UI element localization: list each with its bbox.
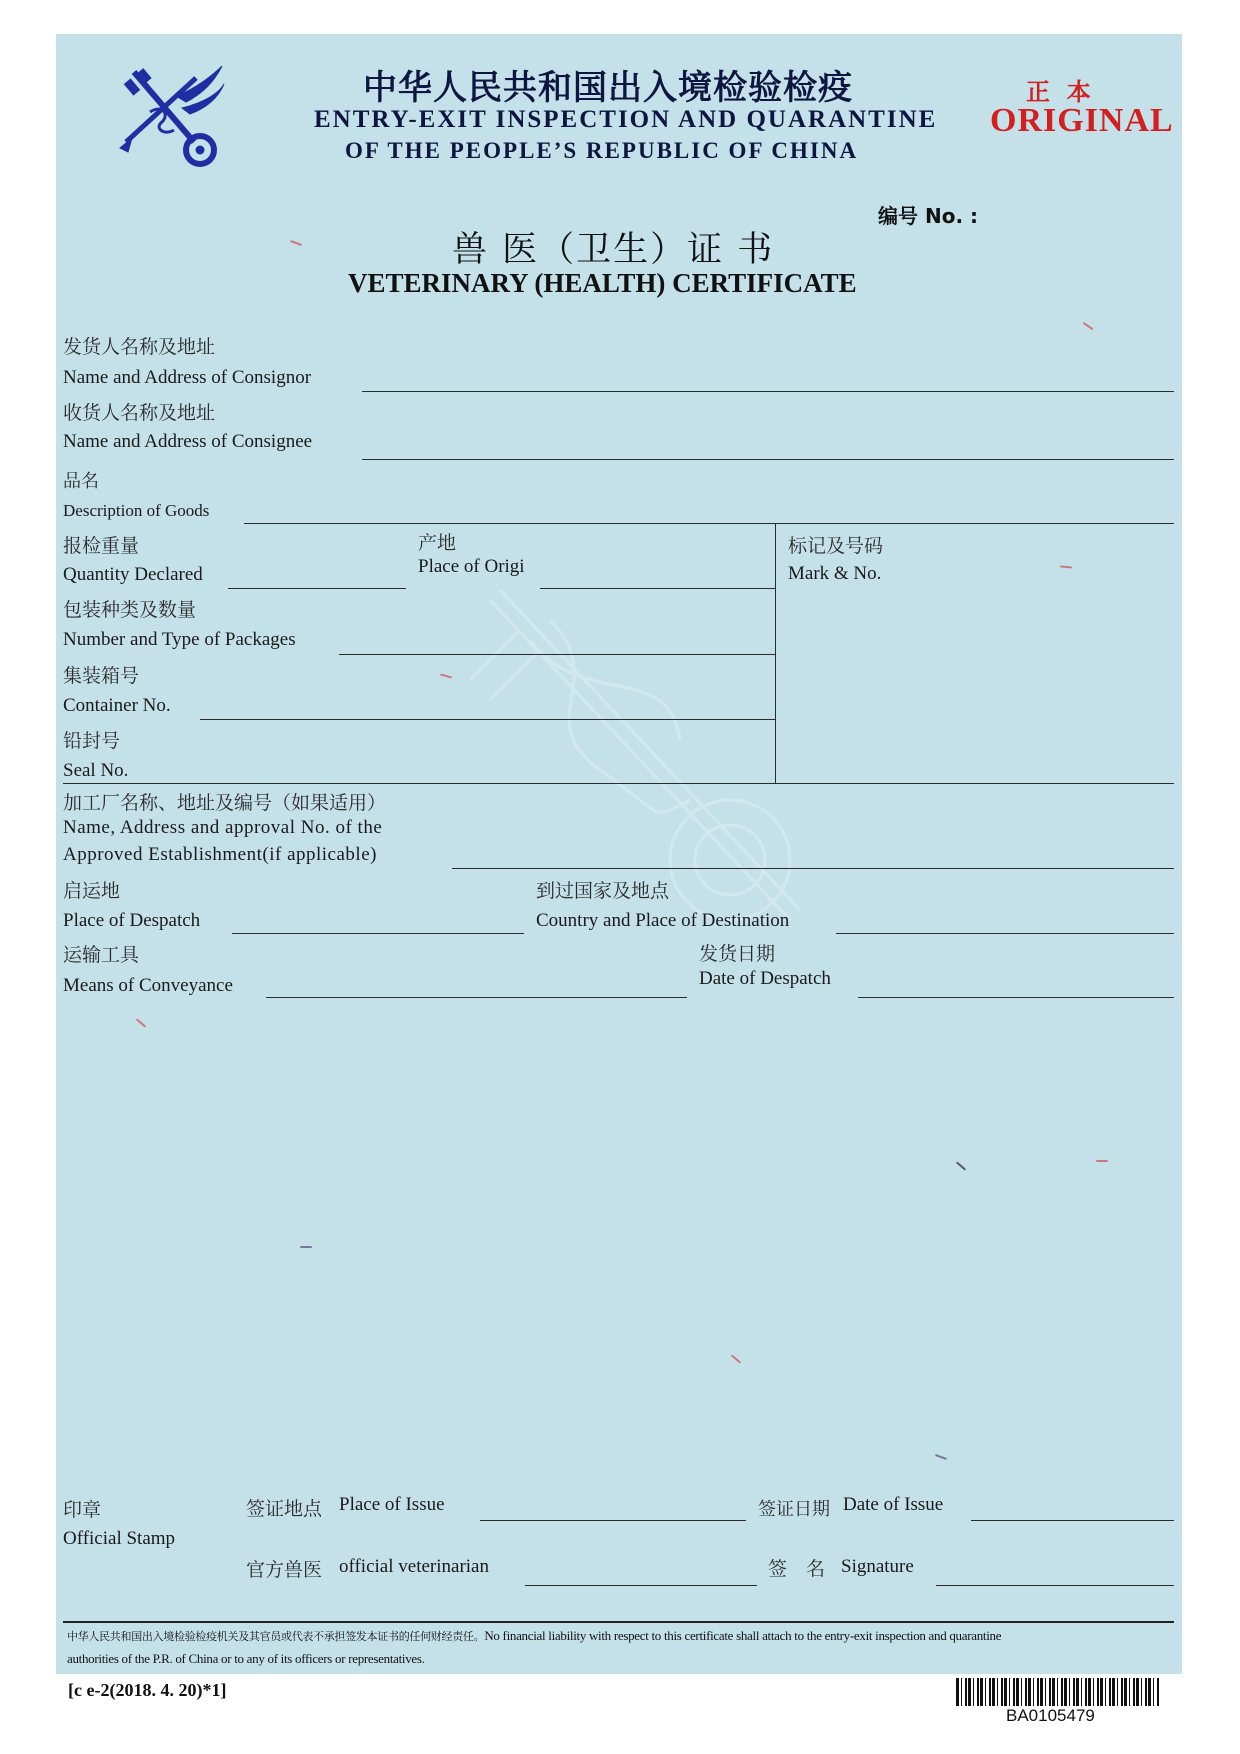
- disclaimer-cn: 中华人民共和国出入境检验检疫机关及其官员或代表不承担签发本证书的任何财经责任。: [67, 1630, 485, 1643]
- original-stamp-en: ORIGINAL: [990, 102, 1174, 139]
- disclaimer-rule: [63, 1621, 1174, 1623]
- conveyance-label-en: Means of Conveyance: [63, 975, 233, 996]
- conveyance-field[interactable]: [266, 997, 687, 998]
- establishment-label-en-line2: Approved Establishment(if applicable): [63, 844, 377, 865]
- agency-name-en-line1: ENTRY-EXIT INSPECTION AND QUARANTINE: [314, 106, 938, 133]
- origin-label-cn: 产地: [418, 532, 457, 554]
- issue-place-label-en: Place of Issue: [339, 1494, 445, 1515]
- consignee-label-cn: 收货人名称及地址: [63, 402, 216, 424]
- issue-place-field[interactable]: [480, 1520, 746, 1521]
- certificate-number-label: 编号 No. :: [878, 204, 978, 228]
- despatch-date-label-en: Date of Despatch: [699, 968, 831, 989]
- origin-field[interactable]: [540, 588, 775, 589]
- veterinarian-field[interactable]: [525, 1585, 757, 1586]
- certificate-title-cn: 兽 医（卫生）证 书: [452, 230, 775, 270]
- consignor-field[interactable]: [362, 391, 1174, 392]
- quantity-field[interactable]: [228, 588, 406, 589]
- disclaimer-line1: [67, 1628, 1001, 1644]
- container-label-cn: 集装箱号: [63, 665, 140, 687]
- despatch-place-label-en: Place of Despatch: [63, 910, 201, 931]
- seal-label-cn: 铅封号: [63, 730, 121, 752]
- goods-label-cn: 品名: [63, 471, 99, 492]
- conveyance-label-cn: 运输工具: [63, 944, 140, 966]
- agency-name-en-line2: OF THE PEOPLE’S REPUBLIC OF CHINA: [345, 138, 859, 163]
- origin-label-en: Place of Origi: [418, 556, 525, 577]
- destination-label-cn: 到过国家及地点: [536, 880, 670, 902]
- seal-field[interactable]: [63, 783, 1174, 784]
- container-label-en: Container No.: [63, 695, 171, 716]
- disclaimer-en-1: No financial liability with respect to this certificate shall attach to the entry-exit inspection and quarantine: [484, 1628, 1002, 1643]
- establishment-label-cn: 加工厂名称、地址及编号（如果适用）: [63, 792, 387, 814]
- packages-field[interactable]: [339, 654, 775, 655]
- certificate-title-en: VETERINARY (HEALTH) CERTIFICATE: [348, 268, 857, 298]
- issue-place-label-cn: 签证地点: [246, 1498, 323, 1520]
- marks-label-en: Mark & No.: [788, 563, 882, 584]
- packages-label-en: Number and Type of Packages: [63, 629, 296, 650]
- barcode: [956, 1678, 1160, 1706]
- destination-label-en: Country and Place of Destination: [536, 910, 790, 931]
- establishment-field[interactable]: [452, 868, 1174, 869]
- consignee-label-en: Name and Address of Consignee: [63, 431, 313, 452]
- packages-label-cn: 包装种类及数量: [63, 599, 197, 621]
- marks-column-divider: [775, 523, 776, 783]
- despatch-date-label-cn: 发货日期: [699, 943, 776, 965]
- agency-name-cn: 中华人民共和国出入境检验检疫: [363, 68, 853, 108]
- marks-label-cn: 标记及号码: [788, 535, 884, 557]
- original-stamp-cn: 正 本: [1026, 77, 1091, 106]
- issue-date-label-en: Date of Issue: [843, 1494, 944, 1515]
- quantity-label-en: Quantity Declared: [63, 564, 203, 585]
- goods-label-en: Description of Goods: [63, 501, 210, 520]
- issue-date-label-cn: 签证日期: [758, 1499, 830, 1520]
- issue-date-field[interactable]: [971, 1520, 1174, 1521]
- consignee-field[interactable]: [362, 459, 1174, 460]
- consignor-label-en: Name and Address of Consignor: [63, 367, 312, 388]
- despatch-place-field[interactable]: [232, 933, 524, 934]
- container-field[interactable]: [200, 719, 775, 720]
- goods-field[interactable]: [244, 523, 1174, 524]
- signature-label-cn: 签 名: [768, 1558, 826, 1580]
- form-code: [c e-2(2018. 4. 20)*1]: [68, 1680, 227, 1700]
- destination-field[interactable]: [836, 933, 1174, 934]
- despatch-place-label-cn: 启运地: [63, 880, 121, 902]
- signature-label-en: Signature: [841, 1556, 914, 1577]
- seal-label-en: Seal No.: [63, 760, 129, 781]
- veterinarian-label-en: official veterinarian: [339, 1556, 489, 1577]
- quantity-label-cn: 报检重量: [63, 535, 140, 557]
- marks-field[interactable]: [788, 592, 1168, 772]
- paper-fleck: [300, 1246, 312, 1248]
- stamp-label-cn: 印章: [63, 1499, 102, 1521]
- key-caduceus-emblem-icon: [116, 66, 226, 170]
- veterinarian-label-cn: 官方兽医: [246, 1559, 323, 1581]
- despatch-date-field[interactable]: [858, 997, 1174, 998]
- stamp-label-en: Official Stamp: [63, 1528, 176, 1549]
- consignor-label-cn: 发货人名称及地址: [63, 336, 216, 358]
- signature-field[interactable]: [936, 1585, 1174, 1586]
- paper-fleck: [1096, 1160, 1108, 1162]
- serial-number: BA0105479: [1006, 1706, 1095, 1725]
- disclaimer-en-2: authorities of the P.R. of China or to any of its officers or representatives.: [67, 1651, 425, 1666]
- establishment-label-en-line1: Name, Address and approval No. of the: [63, 817, 383, 838]
